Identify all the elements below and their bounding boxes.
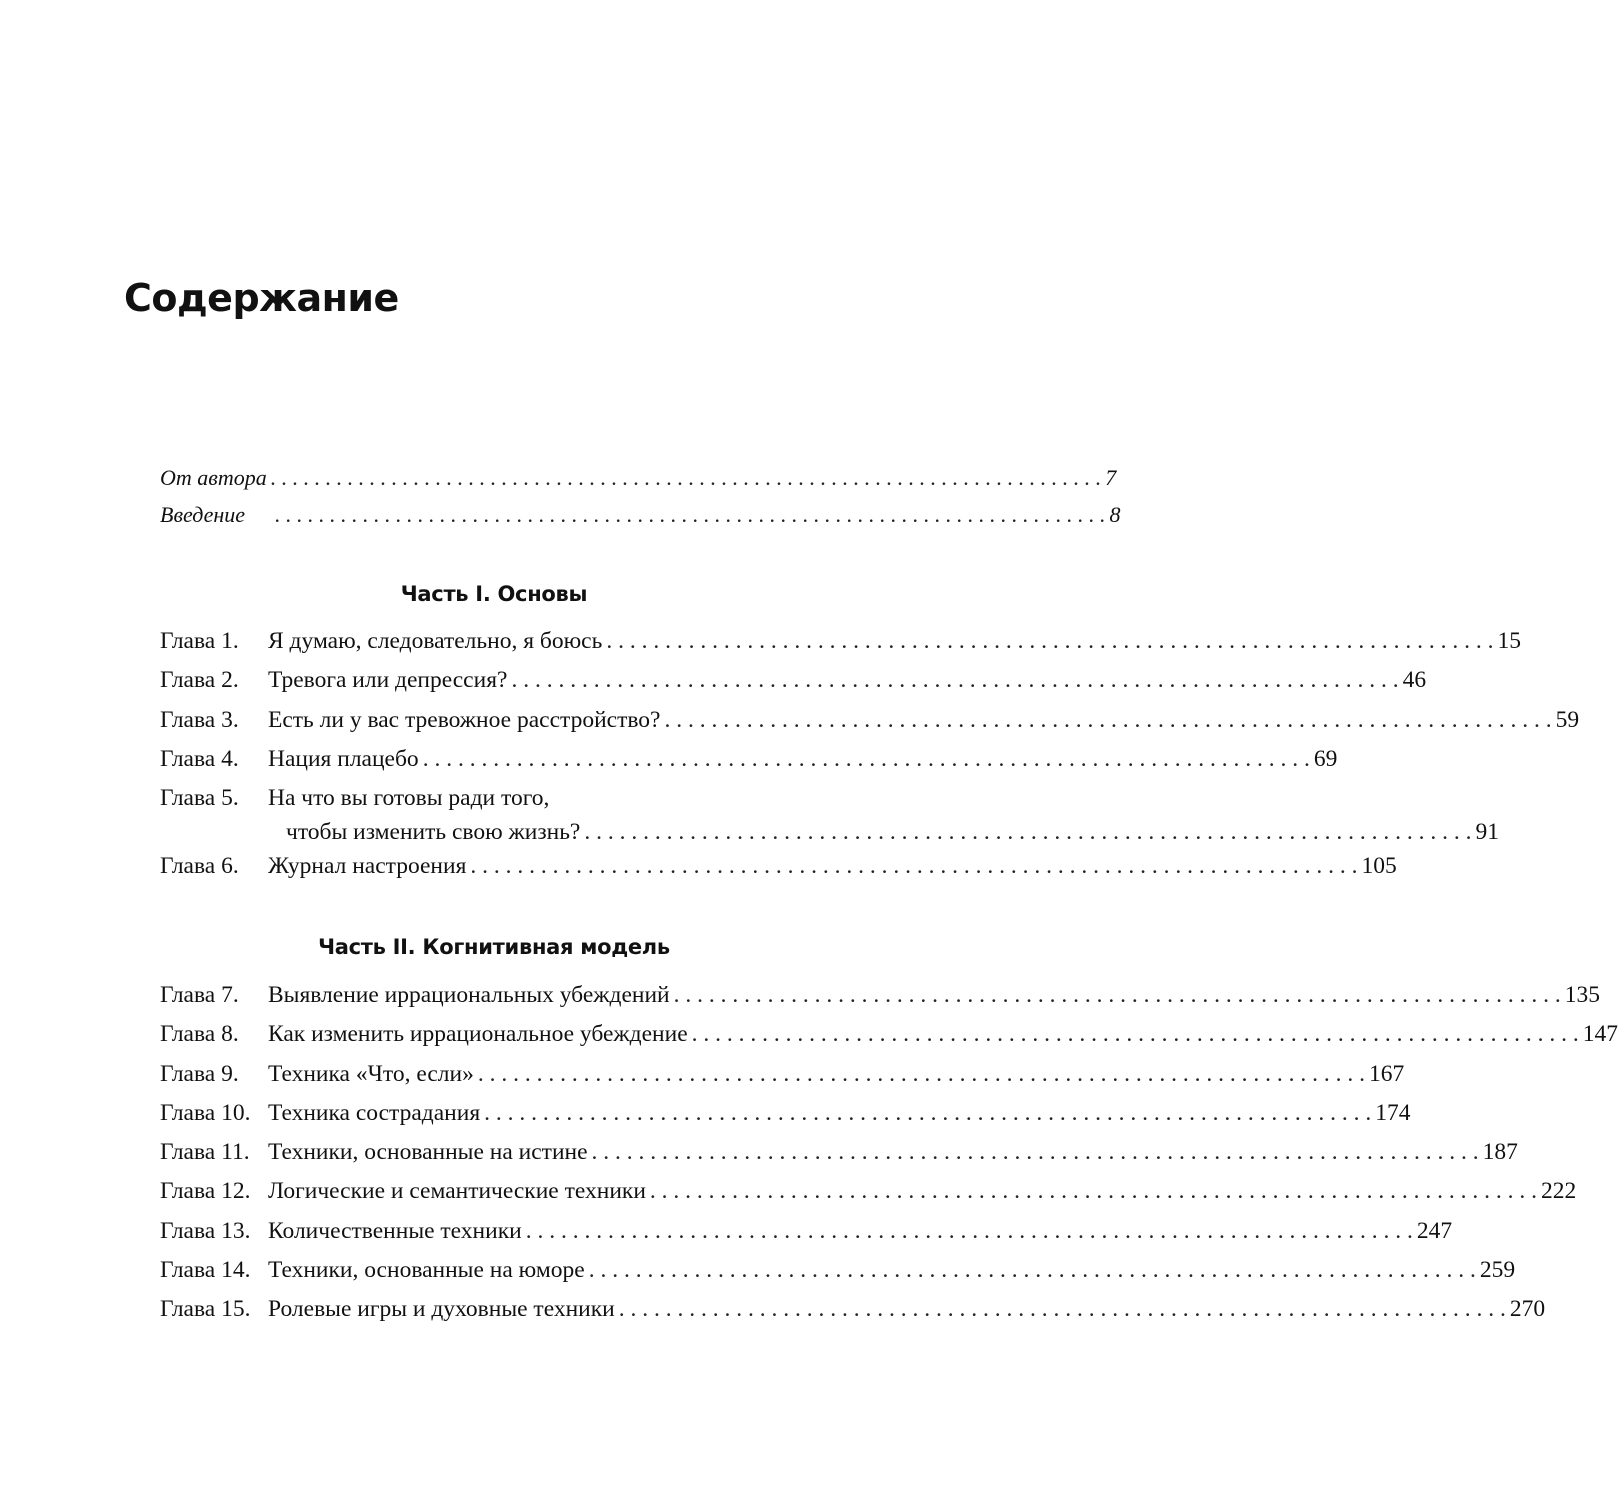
dot-leader bbox=[606, 622, 1493, 661]
toc-page-number: 247 bbox=[1416, 1217, 1453, 1244]
toc-page-number: 167 bbox=[1368, 1060, 1405, 1087]
toc-page-number: 91 bbox=[1475, 819, 1499, 846]
chapter-label: Глава 13. bbox=[160, 1217, 251, 1244]
dot-leader bbox=[423, 740, 1310, 779]
chapter-label: Глава 8. bbox=[160, 1021, 239, 1048]
toc-entry-chapter-10[interactable] bbox=[160, 1094, 1411, 1133]
part-1-heading: Часть I. Основы bbox=[400, 582, 588, 606]
chapter-label: Глава 1. bbox=[160, 628, 239, 654]
dot-leader bbox=[674, 976, 1561, 1015]
dot-leader bbox=[470, 847, 1357, 886]
toc-entry-chapter-13[interactable] bbox=[160, 1212, 1453, 1251]
toc-entry-chapter-15[interactable] bbox=[160, 1290, 1546, 1329]
toc-entry-title-line-1: На что вы готовы ради того, bbox=[268, 785, 550, 812]
toc-entry-title: Выявление иррациональных убеждений bbox=[268, 982, 670, 1008]
toc-entry-title: Нация плацебо bbox=[268, 745, 419, 772]
chapter-label: Глава 3. bbox=[160, 706, 239, 733]
chapter-label: Глава 12. bbox=[160, 1178, 251, 1205]
dot-leader bbox=[619, 1290, 1506, 1329]
dot-leader bbox=[478, 1055, 1365, 1094]
toc-page-number: 135 bbox=[1564, 982, 1600, 1008]
toc-entry-title: Техники, основанные на юморе bbox=[268, 1257, 585, 1284]
toc-intro bbox=[160, 459, 1121, 533]
toc-entry-introduction[interactable] bbox=[160, 496, 1121, 533]
toc-page-number: 222 bbox=[1541, 1178, 1577, 1205]
chapter-label: Глава 7. bbox=[160, 982, 239, 1008]
toc-part-1 bbox=[160, 622, 1580, 886]
toc-page-number: 69 bbox=[1313, 745, 1338, 772]
toc-entry-title: Есть ли у вас тревожное расстройство? bbox=[268, 706, 661, 733]
toc-page-number: 174 bbox=[1375, 1099, 1411, 1126]
toc-page-number: 270 bbox=[1509, 1296, 1546, 1323]
dot-leader bbox=[584, 818, 1471, 847]
toc-entry-title-wrap bbox=[268, 779, 1499, 847]
toc-entry-title: Техники, основанные на истине bbox=[268, 1139, 588, 1166]
dot-leader bbox=[271, 459, 1102, 496]
dot-leader bbox=[589, 1251, 1476, 1290]
toc-entry-title: Журнал настроения bbox=[268, 853, 467, 880]
toc-page-number: 259 bbox=[1479, 1257, 1516, 1284]
chapter-label: Глава 4. bbox=[160, 745, 239, 772]
toc-entry-chapter-11[interactable] bbox=[160, 1133, 1518, 1172]
toc-entry-title: Я думаю, следовательно, я боюсь bbox=[268, 628, 603, 654]
toc-page-number: 8 bbox=[1109, 502, 1121, 527]
toc-entry-chapter-9[interactable] bbox=[160, 1055, 1405, 1094]
toc-entry-title-line-2-row bbox=[268, 818, 1499, 847]
dot-leader bbox=[275, 496, 1106, 533]
chapter-label: Глава 9. bbox=[160, 1060, 239, 1087]
chapter-label: Глава 6. bbox=[160, 853, 239, 880]
dot-leader bbox=[592, 1133, 1479, 1172]
page-title: Содержание bbox=[124, 276, 399, 320]
chapter-label: Глава 11. bbox=[160, 1139, 250, 1166]
toc-entry-title: Количественные техники bbox=[268, 1217, 522, 1244]
toc-entry-chapter-4[interactable] bbox=[160, 740, 1338, 779]
dot-leader bbox=[664, 701, 1551, 740]
dot-leader bbox=[526, 1212, 1413, 1251]
toc-entry-from-author[interactable] bbox=[160, 459, 1117, 496]
chapter-label: Глава 10. bbox=[160, 1099, 251, 1126]
toc-page-number: 7 bbox=[1105, 465, 1117, 490]
toc-page-number: 15 bbox=[1497, 628, 1521, 654]
toc-entry-chapter-1[interactable] bbox=[160, 622, 1521, 661]
toc-entry-title: Введение bbox=[160, 502, 246, 527]
toc-page-number: 147 bbox=[1582, 1021, 1618, 1048]
toc-entry-title: Логические и семантические техники bbox=[268, 1178, 646, 1205]
chapter-label: Глава 14. bbox=[160, 1257, 251, 1284]
chapter-label: Глава 5. bbox=[160, 785, 239, 812]
chapter-label: Глава 15. bbox=[160, 1296, 251, 1323]
toc-entry-title: Тревога или депрессия? bbox=[268, 667, 508, 694]
toc-entry-title: Техника «Что, если» bbox=[268, 1060, 474, 1087]
dot-leader bbox=[511, 661, 1398, 700]
toc-page-number: 46 bbox=[1402, 667, 1427, 694]
toc-entry-chapter-7[interactable] bbox=[160, 976, 1600, 1015]
toc-entry-title-line-2: чтобы изменить свою жизнь? bbox=[286, 819, 581, 846]
chapter-label: Глава 2. bbox=[160, 667, 239, 694]
toc-entry-chapter-5[interactable] bbox=[160, 779, 1499, 847]
toc-entry-title: Как изменить иррациональное убеждение bbox=[268, 1021, 688, 1048]
dot-leader bbox=[692, 1015, 1579, 1054]
toc-entry-title: Техника сострадания bbox=[268, 1099, 481, 1126]
toc-entry-chapter-8[interactable] bbox=[160, 1015, 1618, 1054]
dot-leader bbox=[650, 1172, 1537, 1211]
toc-part-2 bbox=[160, 976, 1618, 1330]
toc-page-number: 187 bbox=[1482, 1139, 1518, 1166]
toc-entry-title: Ролевые игры и духовные техники bbox=[268, 1296, 615, 1323]
toc-entry-title: От автора bbox=[160, 465, 267, 490]
dot-leader bbox=[484, 1094, 1371, 1133]
toc-entry-chapter-14[interactable] bbox=[160, 1251, 1516, 1290]
part-2-heading: Часть II. Когнитивная модель bbox=[318, 935, 670, 959]
toc-entry-chapter-3[interactable] bbox=[160, 701, 1580, 740]
toc-page-number: 105 bbox=[1361, 853, 1397, 880]
toc-entry-chapter-2[interactable] bbox=[160, 661, 1427, 700]
toc-entry-chapter-12[interactable] bbox=[160, 1172, 1577, 1211]
toc-entry-chapter-6[interactable] bbox=[160, 847, 1397, 886]
toc-page-number: 59 bbox=[1555, 706, 1580, 733]
